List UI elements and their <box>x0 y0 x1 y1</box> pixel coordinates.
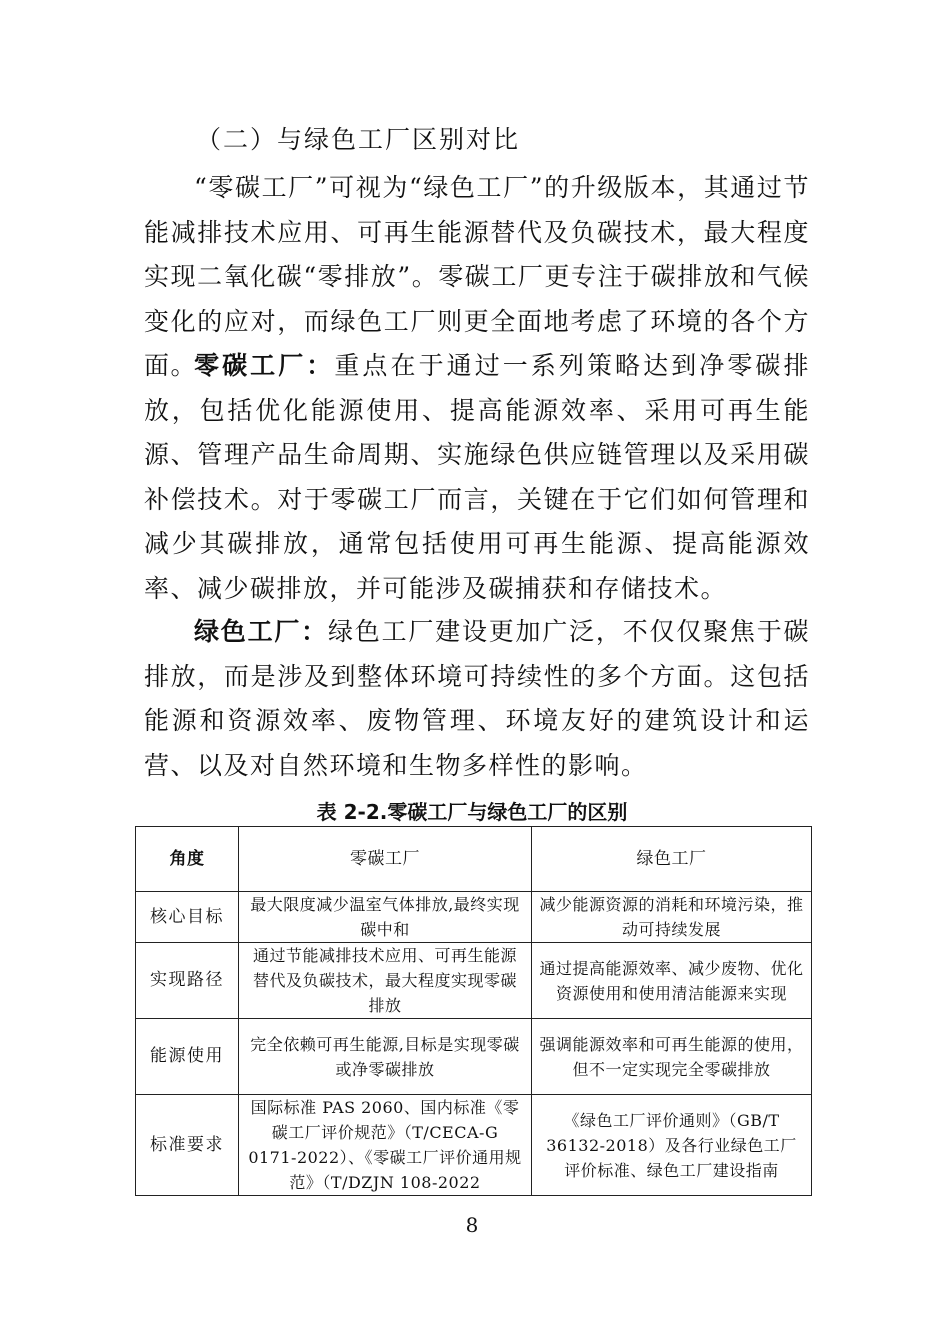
row-zero-carbon: 通过节能减排技术应用、可再生能源替代及负碳技术，最大程度实现零碳排放 <box>239 943 532 1019</box>
header-aspect: 角度 <box>136 827 239 892</box>
table-row <box>136 1095 812 1196</box>
row-green-factory: 强调能源效率和可再生能源的使用，但不一定实现完全零碳排放 <box>532 1019 812 1095</box>
zero-carbon-body: 重点在于通过一系列策略达到净零碳排放，包括优化能源使用、提高能源效率、采用可再生能源、管理产品生命周期、实施绿色供应链管理以及采用碳补偿技术。对于零碳工厂而言，关键在于它们如何管理和减少其碳排放，通常包括使用可再生能源、提高能源效率、减少碳排放，并可能涉及碳捕获和存储技术。 <box>144 351 810 603</box>
row-green-factory: 通过提高能源效率、减少废物、优化资源使用和使用清洁能源来实现 <box>532 943 812 1019</box>
row-green-factory: 《绿色工厂评价通则》（GB/T 36132-2018）及各行业绿色工厂评价标准、绿色工厂建设指南 <box>532 1095 812 1196</box>
page-number: 8 <box>465 1213 479 1237</box>
zero-carbon-paragraph <box>144 344 810 611</box>
comparison-table <box>135 826 812 1196</box>
green-factory-body: 绿色工厂建设更加广泛，不仅仅聚焦于碳排放，而是涉及到整体环境可持续性的多个方面。这包括能源和资源效率、废物管理、环境友好的建筑设计和运营、以及对自然环境和生物多样性的影响。 <box>144 617 810 780</box>
table-header-row <box>136 827 812 892</box>
green-factory-lead: 绿色工厂： <box>194 617 328 646</box>
table-row <box>136 943 812 1019</box>
table-caption: 表 2-2.零碳工厂与绿色工厂的区别 <box>316 800 628 824</box>
intro-paragraph: “零碳工厂”可视为“绿色工厂”的升级版本，其通过节能减排技术应用、可再生能源替代及负碳技术，最大程度实现二氧化碳“零排放”。零碳工厂更专注于碳排放和气候变化的应对，而绿色工厂则更全面地考虑了环境的各个方面。 <box>144 173 810 380</box>
row-aspect: 核心目标 <box>136 892 239 943</box>
row-zero-carbon: 完全依赖可再生能源,目标是实现零碳或净零碳排放 <box>239 1019 532 1095</box>
row-aspect: 能源使用 <box>136 1019 239 1095</box>
row-zero-carbon: 国际标准 PAS 2060、国内标准《零碳工厂评价规范》（T/CECA-G 0171-2022）、《零碳工厂评价通用规范》（T/DZJN 108-2022 <box>239 1095 532 1196</box>
section-heading: （二）与绿色工厂区别对比 <box>196 125 521 154</box>
table-row <box>136 892 812 943</box>
row-aspect: 标准要求 <box>136 1095 239 1196</box>
green-factory-paragraph <box>144 610 810 788</box>
zero-carbon-lead: 零碳工厂： <box>194 351 335 380</box>
header-zero-carbon: 零碳工厂 <box>239 827 532 892</box>
row-aspect: 实现路径 <box>136 943 239 1019</box>
row-zero-carbon: 最大限度减少温室气体排放,最终实现碳中和 <box>239 892 532 943</box>
row-green-factory: 减少能源资源的消耗和环境污染，推动可持续发展 <box>532 892 812 943</box>
table-row <box>136 1019 812 1095</box>
header-green-factory: 绿色工厂 <box>532 827 812 892</box>
